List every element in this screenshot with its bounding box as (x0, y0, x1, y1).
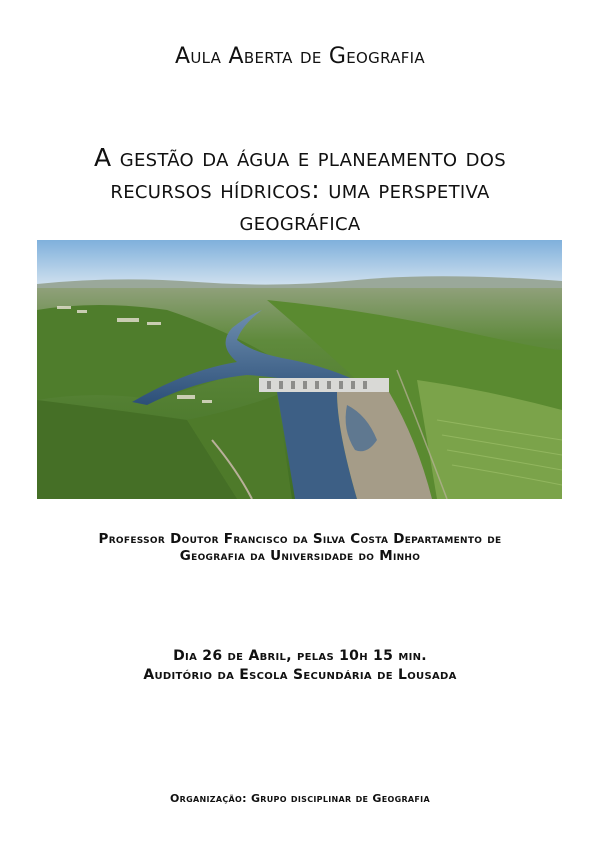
title-line-3: geográfica (239, 207, 361, 236)
speaker-line-2: Geografia da Universidade do Minho (179, 548, 421, 564)
title-line-1: A gestão da água e planeamento dos (94, 143, 506, 172)
event-details (30, 647, 570, 685)
speaker-info (30, 531, 570, 565)
event-date: Dia 26 de Abril, pelas 10h 15 min. (173, 648, 427, 664)
poster-header: Aula Aberta de Geografia (175, 44, 425, 69)
aerial-dam-photo (37, 240, 562, 499)
title-line-2: recursos hídricos: uma perspetiva (110, 175, 490, 204)
speaker-line-1: Professor Doutor Francisco da Silva Costa Departamento de (98, 531, 502, 547)
event-venue: Auditório da Escola Secundária de Lousada (143, 667, 457, 683)
poster-title (20, 142, 580, 238)
organization-credit: Organização: Grupo disciplinar de Geografia (170, 792, 430, 805)
